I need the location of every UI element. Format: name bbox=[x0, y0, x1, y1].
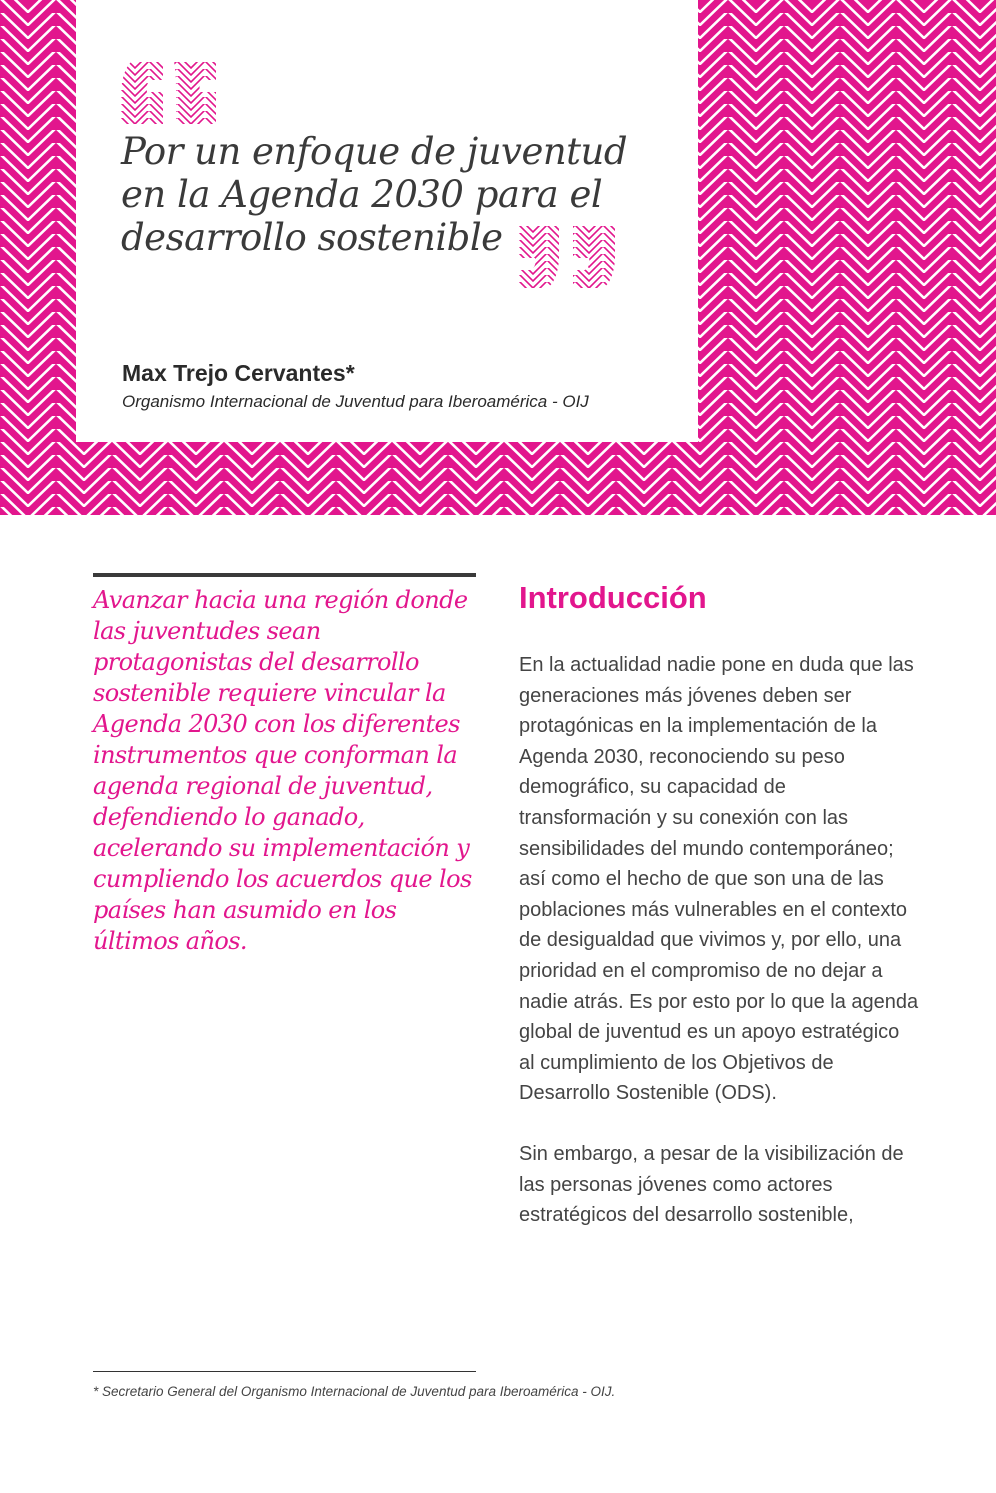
footnote-rule bbox=[93, 1371, 476, 1372]
section-heading: Introducción bbox=[519, 580, 707, 615]
pull-quote: Avanzar hacia una región donde las juventudes sean protagonistas del desarrollo sostenible requiere vincular la Agenda 2030 con los diferentes instrumentos que conforman la agenda regional de juventud, defendiendo lo ganado, acelerando su implementación y cumpliendo los acuerdos que los países han asumido en los últimos años. bbox=[93, 586, 472, 955]
title-line: Por un enfoque de juventud bbox=[121, 130, 628, 173]
close-quote-icon bbox=[519, 226, 615, 288]
author-name: Max Trejo Cervantes* bbox=[122, 360, 355, 386]
title-box bbox=[76, 0, 698, 442]
author-affiliation: Organismo Internacional de Juventud para Iberoamérica - OIJ bbox=[122, 392, 589, 411]
title-line: desarrollo sostenible bbox=[121, 216, 503, 259]
title-line: en la Agenda 2030 para el bbox=[121, 173, 603, 216]
paragraph: En la actualidad nadie pone en duda que las generaciones más jóvenes deben ser protagónicas en la implementación de la Agenda 2030, reconociendo su peso demográfico, su capacidad de transformación y su conexión con las sensibilidades del mundo contemporáneo; así como el hecho de que son una de las poblaciones más vulnerables en el contexto de desigualdad que vivimos y, por ello, una prioridad en el compromiso de no dejar a nadie atrás. Es por esto por lo que la agenda global de juventud es un apoyo estratégico al cumplimiento de los Objetivos de Desarrollo Sostenible (ODS). bbox=[519, 654, 919, 1105]
footnote: * Secretario General del Organismo Internacional de Juventud para Iberoamérica - OIJ. bbox=[93, 1384, 616, 1399]
paragraph: Sin embargo, a pesar de la visibilización de las personas jóvenes como actores estratégicos del desarrollo sostenible, bbox=[519, 1142, 904, 1227]
open-quote-icon bbox=[121, 62, 216, 124]
pull-quote-rule bbox=[93, 573, 476, 577]
body-text bbox=[519, 650, 919, 1261]
